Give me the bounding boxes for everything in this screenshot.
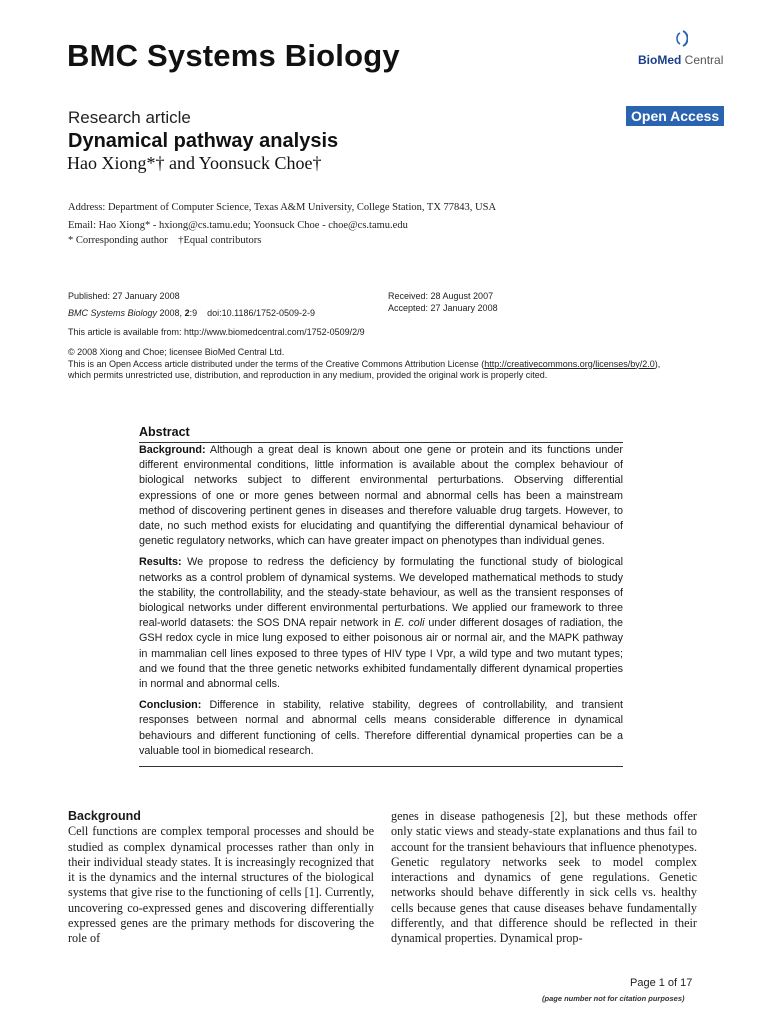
article-title: Dynamical pathway analysis: [68, 130, 339, 152]
biomed-central-logo-icon: [674, 30, 688, 48]
license-terms-line: which permits unrestricted use, distribution, and reproduction in any medium, provided the original work is properly cited.: [68, 370, 548, 380]
article-url-line[interactable]: This article is available from: http://www.biomedcentral.com/1752-0509/2/9: [68, 327, 365, 337]
body-text-left: Cell functions are complex temporal processes and should be studied as complex dynamical processes rather than only in their individual steady states. It is increasingly recognized that it is the dynamics and the internal structures of the biological systems that give rise to the functioning of cells [1]. Currently, uncovering co-expressed genes and discovering differentially expressed genes are the primary methods for discovering the role of: [68, 824, 374, 946]
abstract-bottom-rule: [139, 766, 623, 767]
journal-title: BMC Systems Biology: [67, 38, 400, 73]
abstract-section: [139, 425, 623, 767]
body-column-right: [391, 809, 697, 947]
open-access-badge: Open Access: [626, 106, 724, 126]
abstract-background: Background: Although a great deal is known about one gene or protein and its functions under different environmental conditions, little information is available about the complex behaviour of biological networks subject to different environmental perturbations. Observing differential expressions of one or more genes between normal and abnormal cells has been a mainstream method of discovering pertinent genes in diseases and therefore valuable drug targets. However, to date, no such method exists for elucidating and quantifying the differential dynamical behaviour of genetic regulatory networks, which can have greater impact on phenotypes than individual genes.: [139, 444, 623, 548]
license-line: This is an Open Access article distributed under the terms of the Creative Commons Attribution License (http://creativecommons.org/licenses/by/2.0),: [68, 358, 661, 369]
license-link[interactable]: http://creativecommons.org/licenses/by/2.0: [484, 358, 655, 369]
abstract-conclusion: Conclusion: Difference in stability, relative stability, degrees of controllability, and transient responses between normal and abnormal cells means considerable difference in dynamical behaviours and different functioning of cells. Therefore differential dynamical properties can be a valuable tool in biomedical research.: [139, 699, 623, 757]
abstract-heading: Abstract: [139, 425, 190, 439]
authors: Hao Xiong*† and Yoonsuck Choe†: [67, 153, 322, 173]
author-footnotes: * Corresponding author †Equal contributors: [68, 235, 262, 246]
section-heading-background: Background: [68, 809, 141, 823]
article-type: Research article: [68, 108, 191, 127]
published-date: Published: 27 January 2008: [68, 291, 180, 301]
copyright-line: © 2008 Xiong and Choe; licensee BioMed Central Ltd.: [68, 347, 285, 357]
accepted-date: Accepted: 27 January 2008: [388, 303, 498, 313]
copyright-notice: [68, 347, 708, 382]
body-column-left: [68, 809, 374, 947]
abstract-results: Results: We propose to redress the deficiency by formulating the functional study of biological networks as a control problem of dynamical systems. We developed mathematical methods to study the stability, the controllability, and the steady-state behaviour, as well as the transient responses of biological networks under different environmental perturbations. We applied our framework to three real-world datasets: the SOS DNA repair network in E. coli under different dosages of radiation, the GSH redox cycle in mice lung exposed to either poisonous air or normal air, and the MAPK pathway in mammalian cell lines exposed to three types of HIV type I Vpr, a wild type and two mutant types; and we found that the three genetic networks exhibited fundamentally different dynamical properties in normal and abnormal cells.: [139, 556, 624, 691]
author-address: Address: Department of Computer Science, Texas A&M University, College Station, TX 77843, USA: [68, 202, 497, 213]
citation-line: BMC Systems Biology 2008, 2:9 doi:10.1186/1752-0509-2-9: [68, 308, 316, 318]
page-number-note: (page number not for citation purposes): [542, 994, 685, 1003]
publisher-logo: [638, 30, 738, 70]
body-text-right: genes in disease pathogenesis [2], but these methods offer only static views and steady-state explanations and thus fail to account for the transient behaviours that influence phenotypes. Genetic regulatory networks seek to model complex interactions and dynamics of gene regulations. Genetic networks should behave differently in sick cells vs. healthy cells because genes that cause diseases behave fundamentally differently, and that difference should be reflected in their dynamical properties. Dynamical prop-: [391, 809, 697, 946]
publisher-name: BioMed Central: [638, 53, 724, 67]
received-date: Received: 28 August 2007: [388, 291, 494, 301]
author-emails: Email: Hao Xiong* - hxiong@cs.tamu.edu; Yoonsuck Choe - choe@cs.tamu.edu: [68, 220, 408, 231]
page-number: Page 1 of 17: [630, 977, 693, 989]
